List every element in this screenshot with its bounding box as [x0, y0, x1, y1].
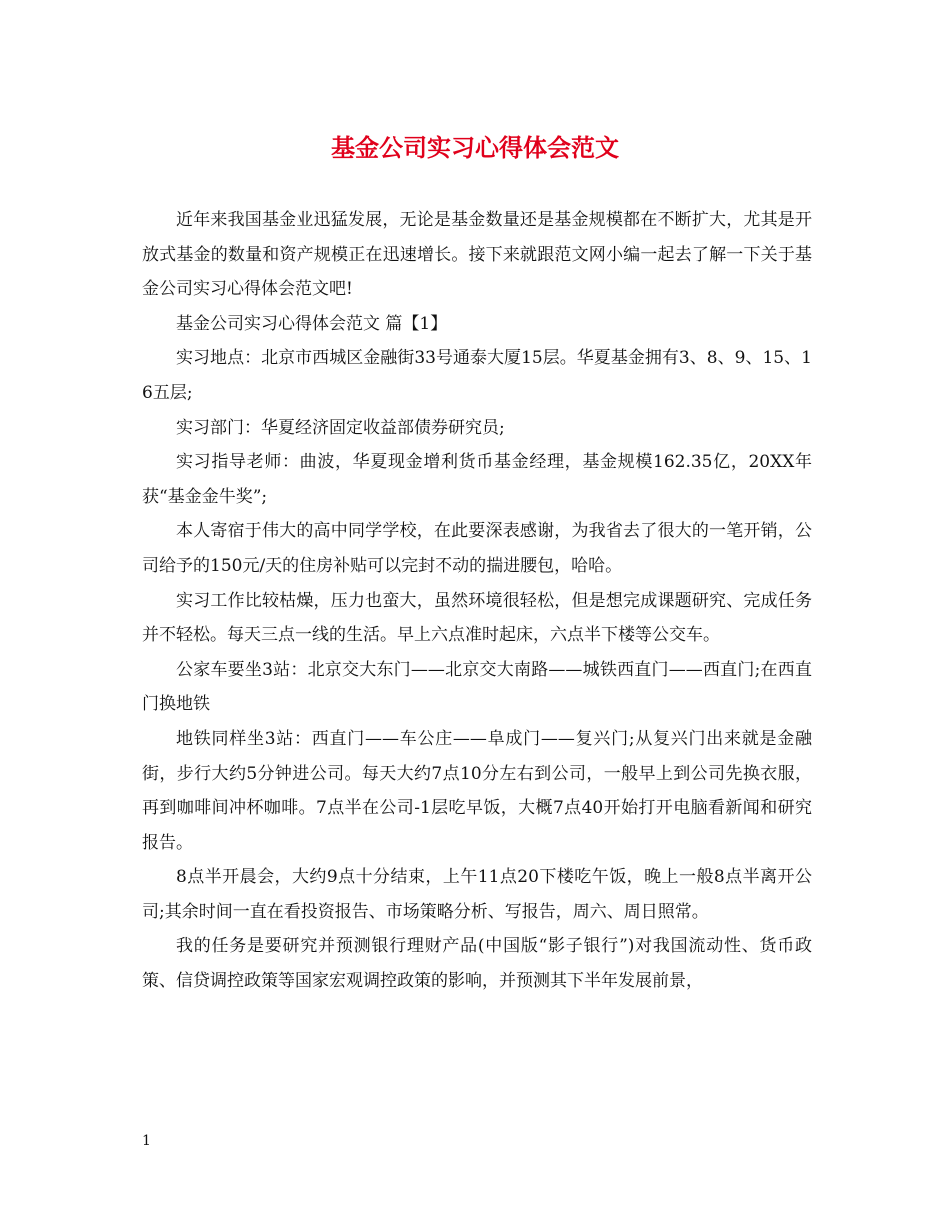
document-body [142, 203, 812, 999]
document-title: 基金公司实习心得体会范文 [331, 133, 619, 162]
section-heading: 基金公司实习心得体会范文 篇【1】 [176, 313, 448, 334]
paragraph: 实习地点：北京市西城区金融街33号通泰大厦15层。华夏基金拥有3、8、9、15、16五层; [142, 348, 812, 403]
paragraph: 公家车要坐3站：北京交大东门——北京交大南路——城铁西直门——西直门;在西直门换地铁 [142, 659, 812, 715]
paragraph: 我的任务是要研究并预测银行理财产品(中国版“影子银行”)对我国流动性、货币政策、信贷调控政策等国家宏观调控政策的影响，并预测其下半年发展前景， [142, 936, 812, 992]
page-number: 1 [142, 1133, 151, 1149]
paragraph: 实习部门：华夏经济固定收益部债券研究员; [176, 417, 505, 438]
paragraph: 实习指导老师：曲波，华夏现金增利货币基金经理，基金规模162.35亿，20XX年获“基金金牛奖”; [142, 452, 812, 507]
paragraph: 8点半开晨会，大约9点十分结束，上午11点20下楼吃午饭，晚上一般8点半离开公司;其余时间一直在看投资报告、市场策略分析、写报告，周六、周日照常。 [142, 867, 812, 922]
paragraph: 地铁同样坐3站：西直门——车公庄——阜成门——复兴门;从复兴门出来就是金融街，步行大约5分钟进公司。每天大约7点10分左右到公司，一般早上到公司先换衣服，再到咖啡间冲杯咖啡。7点半在公司-1层吃早饭，大概7点40开始打开电脑看新闻和研究报告。 [142, 728, 812, 853]
paragraph: 实习工作比较枯燥，压力也蛮大，虽然环境很轻松，但是想完成课题研究、完成任务并不轻松。每天三点一线的生活。早上六点准时起床，六点半下楼等公交车。 [142, 590, 812, 646]
paragraph: 近年来我国基金业迅猛发展，无论是基金数量还是基金规模都在不断扩大，尤其是开放式基金的数量和资产规模正在迅速增长。接下来就跟范文网小编一起去了解一下关于基金公司实习心得体会范文吧! [142, 210, 812, 300]
paragraph: 本人寄宿于伟大的高中同学学校，在此要深表感谢，为我省去了很大的一笔开销，公司给予的150元/天的住房补贴可以完封不动的揣进腰包，哈哈。 [142, 521, 812, 576]
